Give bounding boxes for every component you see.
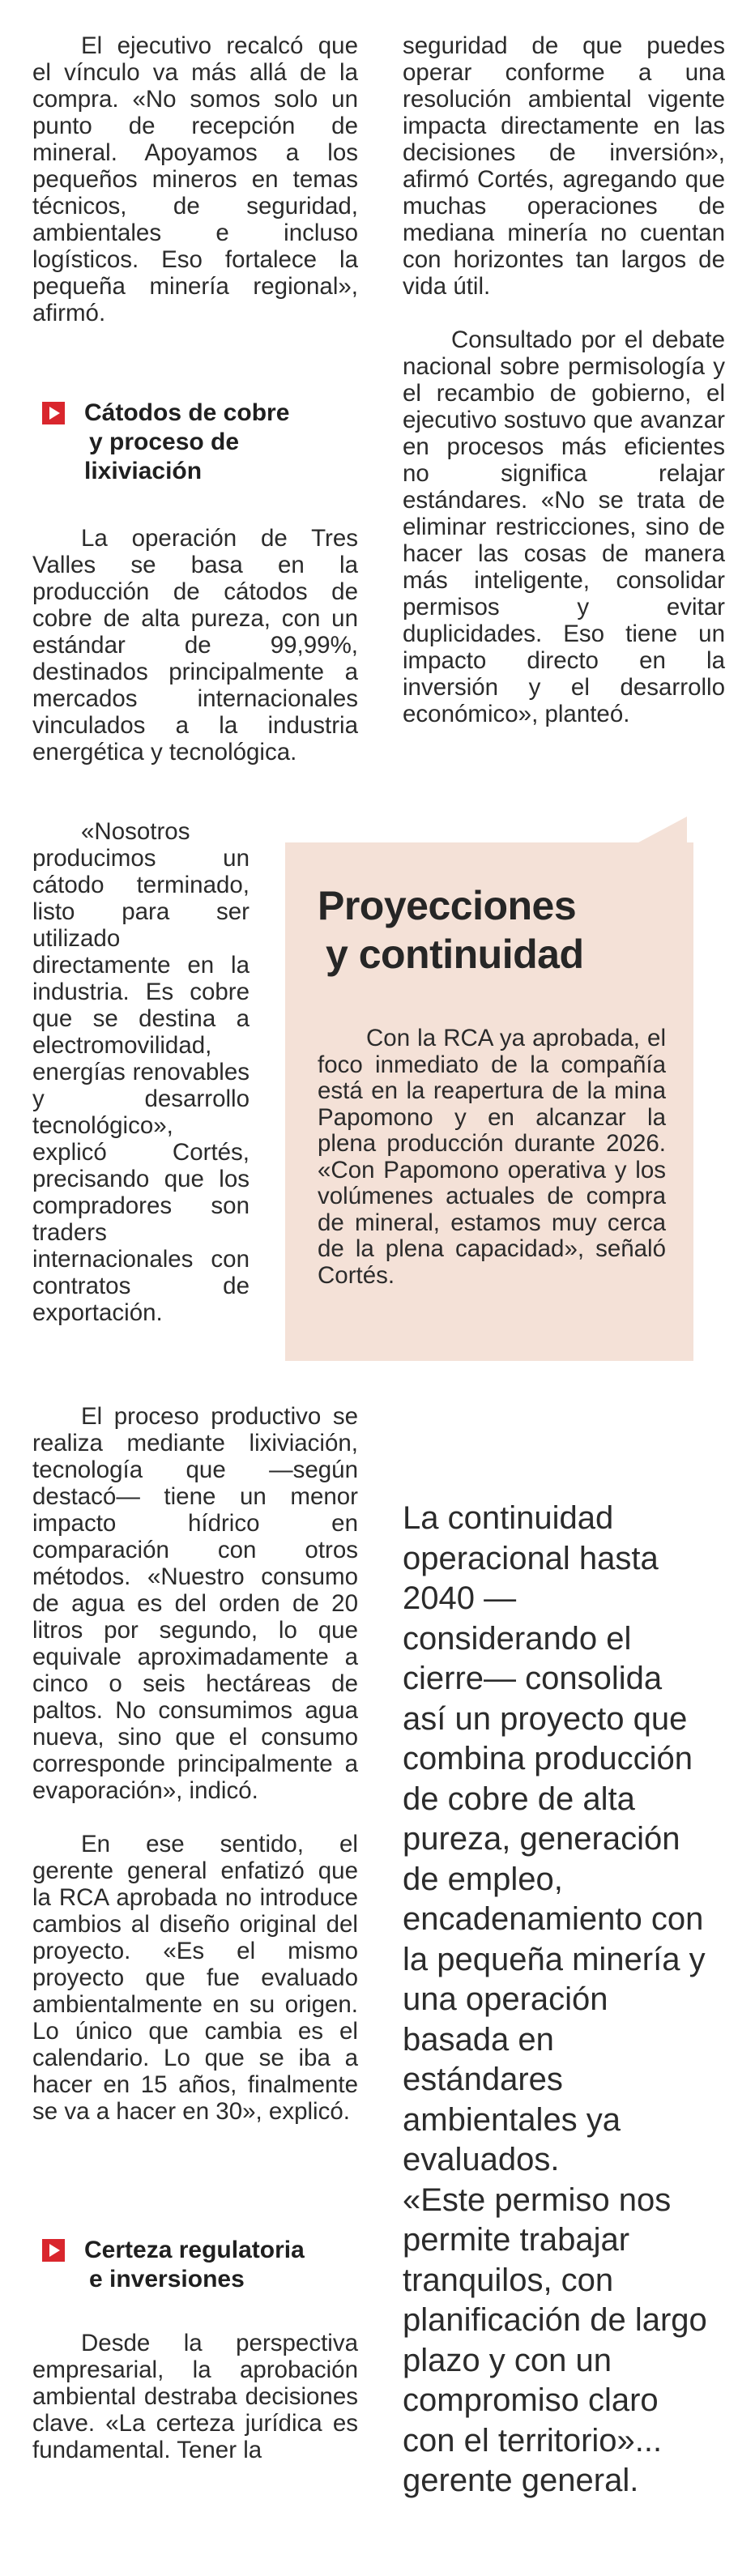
paragraph-lixiviacion: El proceso productivo se realiza mediante lixiviación, tecnología que —según destacó— tiene un menor impacto hídrico en comparación con otros métodos. «Nuestro consumo de agua es del orden de 20 litros por segundo, lo que equivale aproximadamente a cinco o seis hectáreas de paltos. No consumimos agua nueva, sino que el consumo corresponde principalmente a evaporación», indicó.: [32, 1403, 358, 1804]
subhead-catodos-line3: lixiviación: [84, 458, 203, 484]
paragraph-operacion: La operación de Tres Valles se basa en la producción de cátodos de cobre de alta pureza, con un estándar de 99,99%, destinados principalmente a mercados internacionales vinculados a la industria energética y tecnológica.: [32, 525, 358, 766]
box-title-line2: y continuidad: [326, 932, 584, 977]
subhead-certeza-line2: e inversiones: [89, 2266, 245, 2292]
right-column-top: [403, 32, 725, 727]
play-arrow-icon: [42, 402, 65, 424]
subhead-certeza-line1: Certeza regulatoria: [84, 2237, 305, 2263]
left-column-middle: [32, 525, 358, 766]
left-column-lower: [32, 1403, 358, 2125]
paragraph-permisologia: Consultado por el debate nacional sobre permisología y el recambio de gobierno, el ejecutivo sostuvo que avanzar en procesos más eficientes no significa relajar estándares. «No se trata de eliminar restricciones, sino de hacer las cosas de manera más inteligente, consolidar permisos y evitar duplicidades. Eso tiene un impacto directo en la inversión y el desarrollo económico», planteó.: [403, 326, 725, 727]
pull-quote: [403, 1499, 710, 2501]
left-column-narrow: [32, 818, 250, 1326]
subhead-catodos-line1: Cátodos de cobre: [84, 399, 290, 426]
subhead-certeza: [42, 2236, 358, 2294]
left-column-top: [32, 32, 358, 326]
paragraph-seguridad: seguridad de que puedes operar conforme a una resolución ambiental vigente impacta directamente en las decisiones de inversión», afirmó Cortés, agregando que muchas operaciones de mediana minería no cuentan con horizontes tan largos de vida útil.: [403, 32, 725, 300]
sidebar-box: [285, 842, 693, 1361]
subhead-catodos-line2: y proceso de: [89, 429, 240, 455]
left-column-bottom: [32, 2330, 358, 2463]
paragraph-catodo-terminado: «Nosotros producimos un cátodo terminado, listo para ser utilizado directamente en la industria. Es cobre que se destina a electromovilidad, energías renovables y desarrollo tecnológico», explicó Cortés, precisando que los compradores son traders internacionales con contratos de exportación.: [32, 818, 250, 1326]
box-title: [318, 881, 674, 979]
pull-quote-continuidad: La continuidad operacional hasta 2040 —considerando el cierre— consolida así un proyecto que combina producción de cobre de alta pureza, generación de empleo, encadenamiento con la pequeña minería y una operación basada en estándares ambientales ya evaluados.: [403, 1500, 706, 2177]
play-arrow-icon: [42, 2239, 65, 2262]
box-body: [318, 1026, 666, 1289]
box-corner-tab: [638, 817, 687, 842]
box-title-line1: Proyecciones: [318, 883, 577, 928]
paragraph-perspectiva: Desde la perspectiva empresarial, la aprobación ambiental destraba decisiones clave. «La certeza jurídica es fundamental. Tener la: [32, 2330, 358, 2463]
pull-quote-permiso: «Este permiso nos permite trabajar tranquilos, con planificación de largo plazo y con un compromiso claro con el territorio»... gerente general.: [403, 2181, 707, 2498]
subhead-catodos: [42, 399, 350, 486]
paragraph-vinculo: El ejecutivo recalcó que el vínculo va más allá de la compra. «No somos solo un punto de recepción de mineral. Apoyamos a los pequeños mineros en temas técnicos, de seguridad, ambientales e incluso logísticos. Eso fortalece la pequeña minería regional», afirmó.: [32, 32, 358, 326]
paragraph-rca: En ese sentido, el gerente general enfatizó que la RCA aprobada no introduce cambios al diseño original del proyecto. «Es el mismo proyecto que fue evaluado ambientalmente en su origen. Lo único que cambia es el calendario. Lo que se iba a hacer en 15 años, finalmente se va a hacer en 30», explicó.: [32, 1831, 358, 2125]
box-paragraph: Con la RCA ya aprobada, el foco inmediato de la compañía está en la reapertura de la mina Papomono y en alcanzar la plena producción durante 2026. «Con Papomono operativa y los volúmenes actuales de compra de mineral, estamos muy cerca de la plena capacidad», señaló Cortés.: [318, 1025, 666, 1289]
